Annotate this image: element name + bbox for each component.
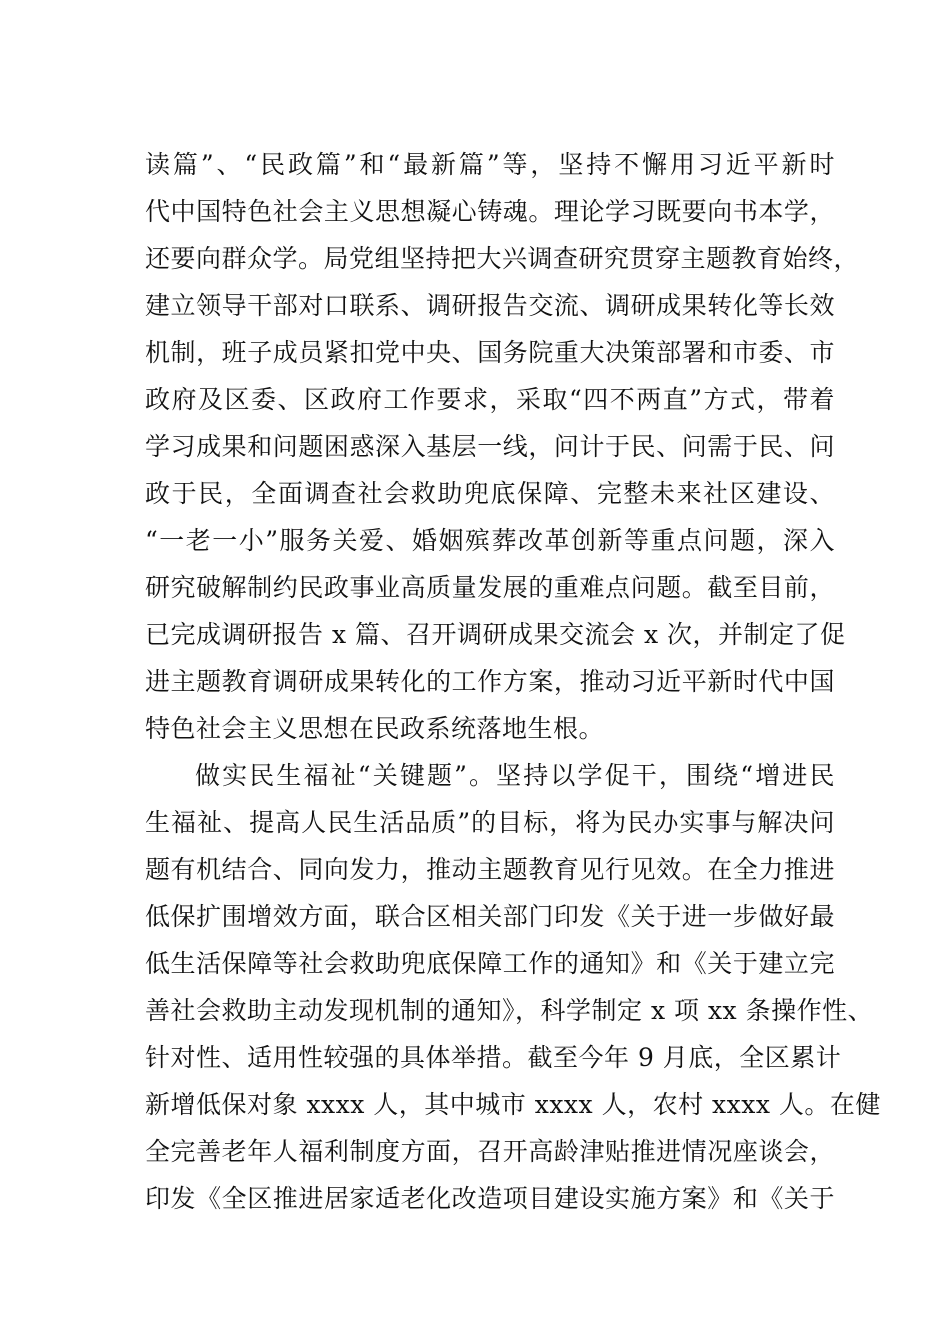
text-line: 针对性、适用性较强的具体举措。截至今年 9 月底，全区累计 [145,1043,842,1072]
text-line: 建立领导干部对口联系、调研报告交流、调研成果转化等长效 [145,291,835,320]
text-line: 已完成调研报告 x 篇、召开调研成果交流会 x 次，并制定了促 [145,620,846,649]
text-line: 代中国特色社会主义思想凝心铸魂。理论学习既要向书本学， [145,197,835,226]
paragraph-start-line: 做实民生福祉“关键题”。坚持以学促干，围绕“增进民 [195,761,835,790]
text-line: 机制，班子成员紧扣党中央、国务院重大决策部署和市委、市 [145,338,835,367]
text-line: 低保扩围增效方面，联合区相关部门印发《关于进一步做好最 [145,902,835,931]
text-line: 善社会救助主动发现机制的通知》，科学制定 x 项 xx 条操作性、 [145,996,874,1025]
text-line: 学习成果和问题困惑深入基层一线，问计于民、问需于民、问 [145,432,835,461]
text-line: 政于民，全面调查社会救助兜底保障、完整未来社区建设、 [145,479,835,508]
paragraph-end-line: 特色社会主义思想在民政系统落地生根。 [145,714,605,743]
text-line: 还要向群众学。局党组坚持把大兴调查研究贯穿主题教育始终， [145,244,860,273]
body-text [145,141,881,1222]
text-line: 低生活保障等社会救助兜底保障工作的通知》和《关于建立完 [145,949,835,978]
text-line: “一老一小”服务关爱、婚姻殡葬改革创新等重点问题，深入 [145,526,835,555]
text-line: 进主题教育调研成果转化的工作方案，推动习近平新时代中国 [145,667,835,696]
text-line: 印发《全区推进居家适老化改造项目建设实施方案》和《关于 [145,1184,835,1213]
text-line: 政府及区委、区政府工作要求，采取“四不两直”方式，带着 [145,385,835,414]
text-line: 生福祉、提高人民生活品质”的目标，将为民办实事与解决问 [145,808,835,837]
text-line: 题有机结合、同向发力，推动主题教育见行见效。在全力推进 [145,855,835,884]
text-line: 研究破解制约民政事业高质量发展的重难点问题。截至目前， [145,573,835,602]
text-line: 全完善老年人福利制度方面，召开高龄津贴推进情况座谈会， [145,1137,835,1166]
text-line: 读篇”、“民政篇”和“最新篇”等，坚持不懈用习近平新时 [145,150,835,179]
text-line: 新增低保对象 xxxx 人，其中城市 xxxx 人，农村 xxxx 人。在健 [145,1090,881,1119]
